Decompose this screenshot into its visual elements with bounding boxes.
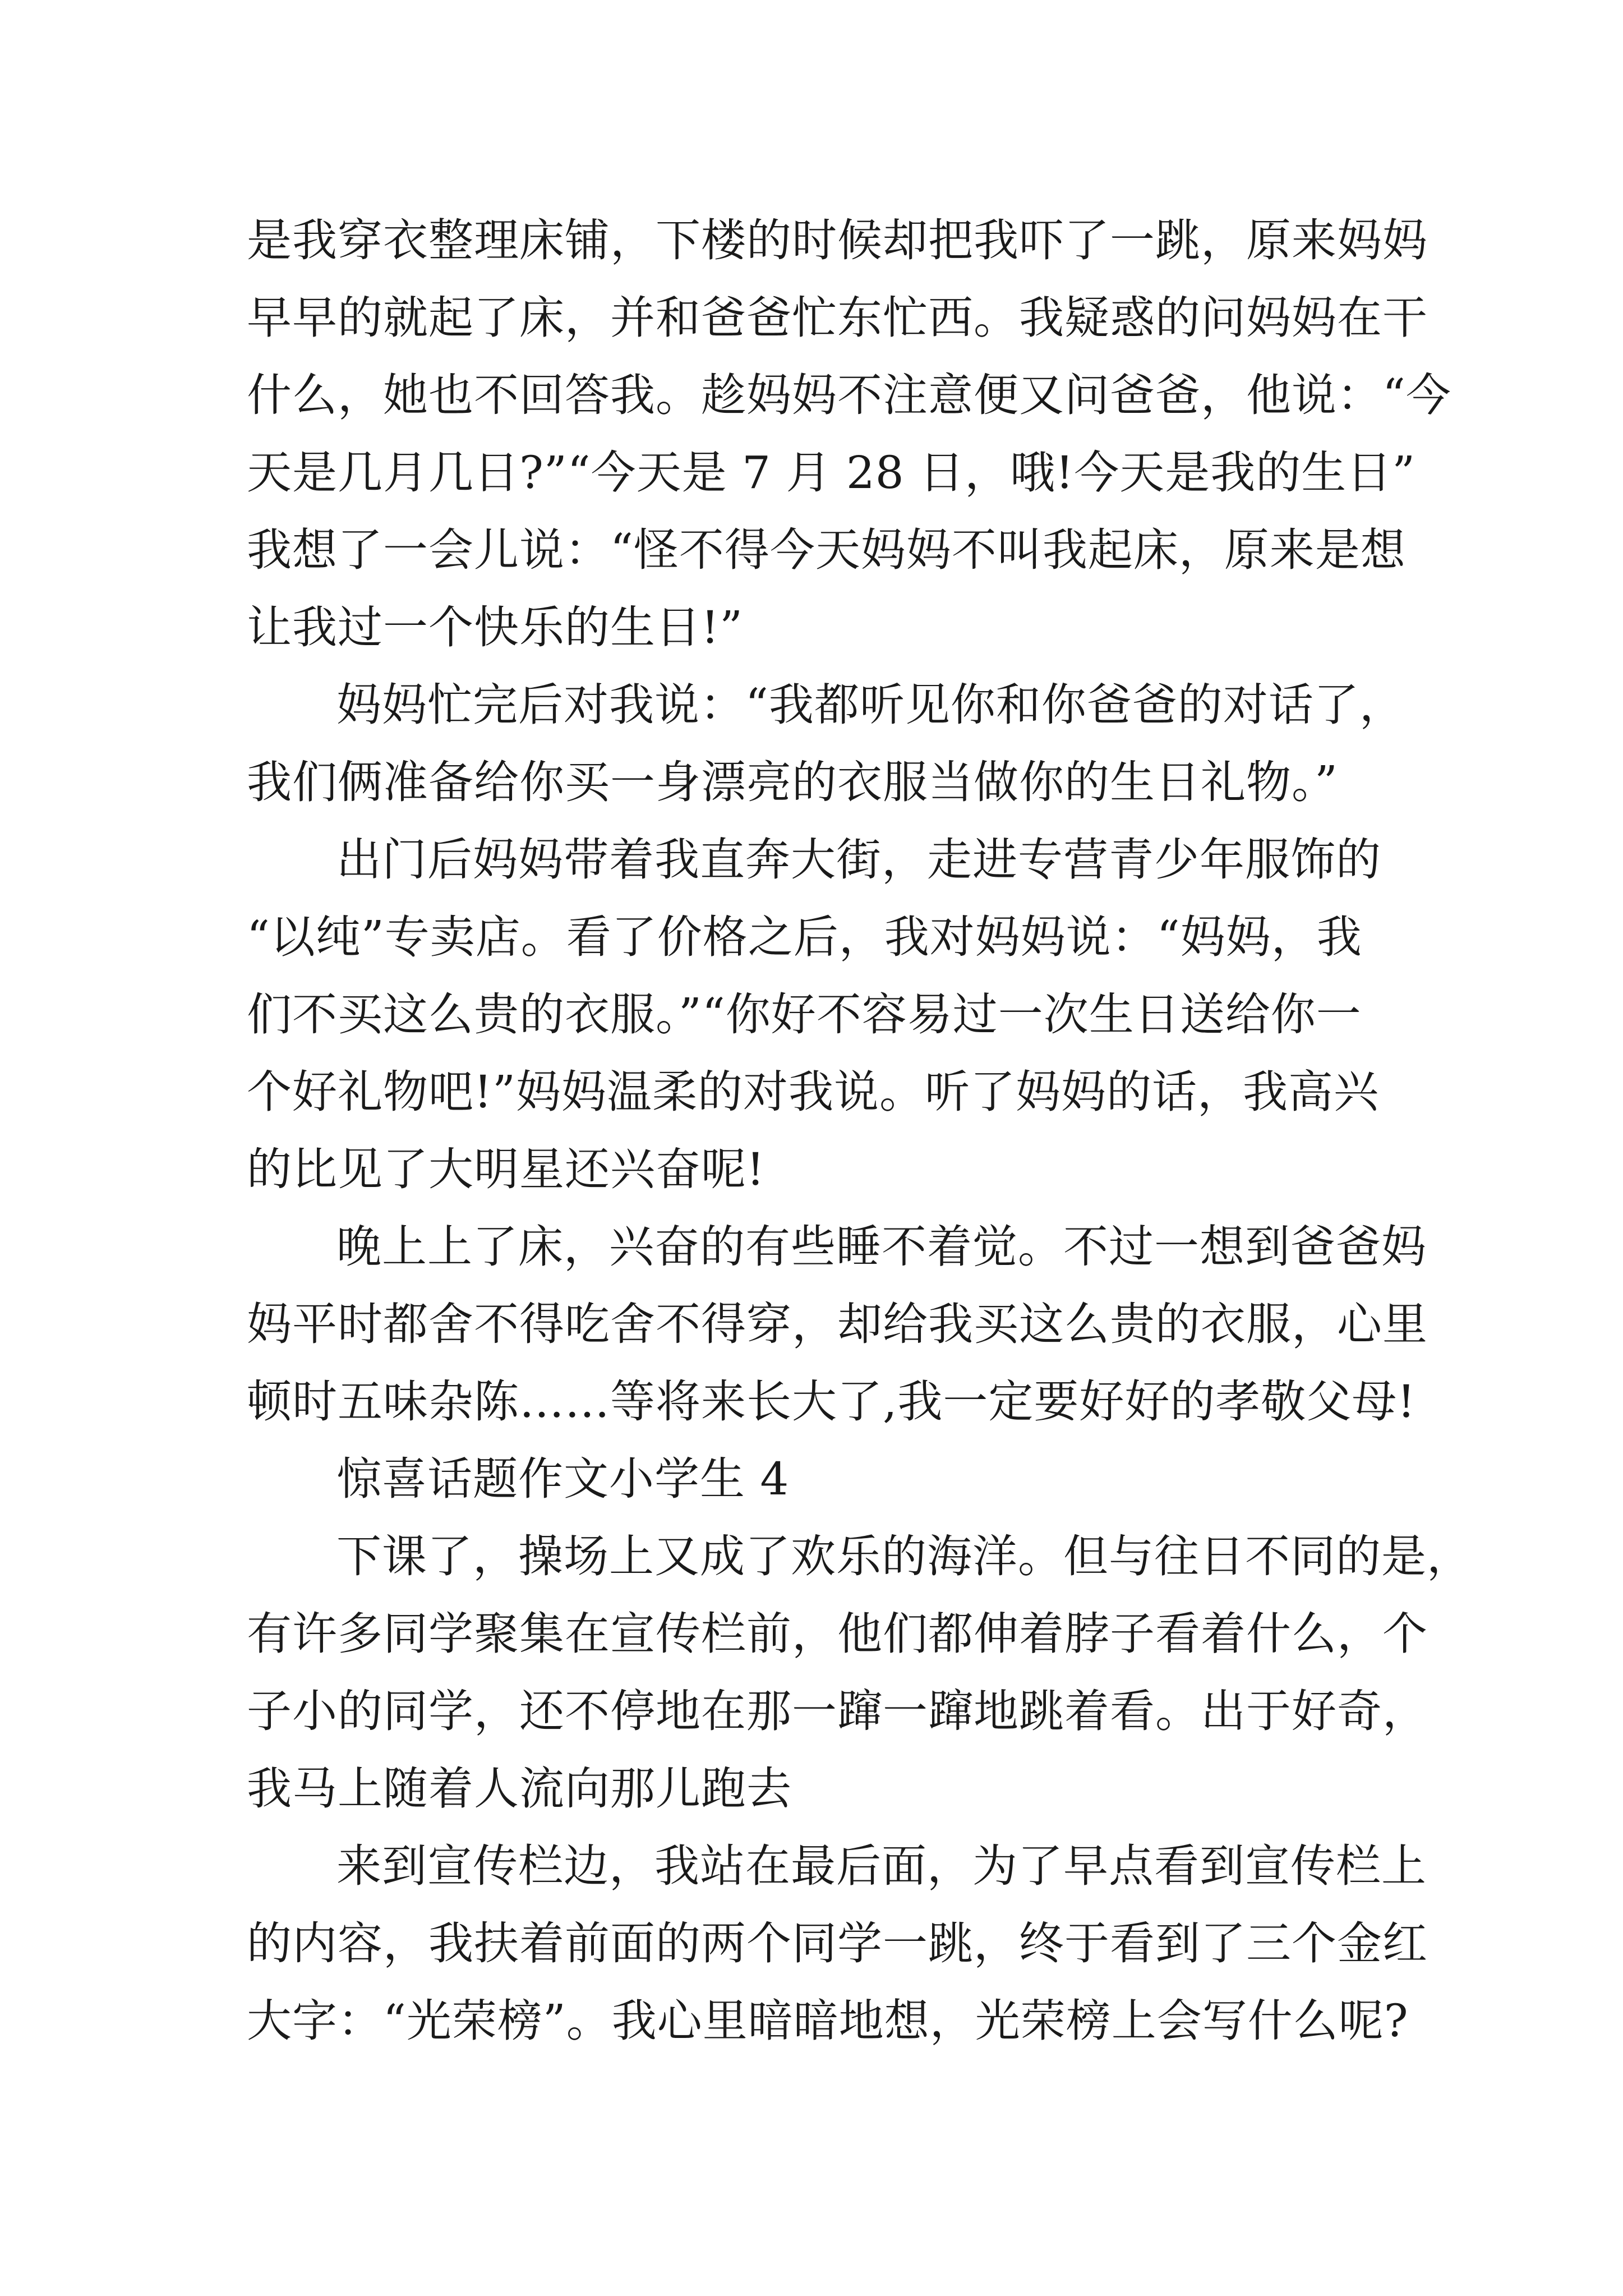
text-line: 我马上随着人流向那儿跑去: [247, 1763, 792, 1815]
text-line: 妈平时都舍不得吃舍不得穿，却给我买这么贵的衣服，心里: [247, 1298, 1428, 1350]
text-line: 我们俩准备给你买一身漂亮的衣服当做你的生日礼物。”: [247, 756, 1338, 808]
text-line: 有许多同学聚集在宣传栏前，他们都伸着脖子看着什么，个: [247, 1608, 1428, 1660]
text-line: 出门后妈妈带着我直奔大街，走进专营青少年服饰的: [336, 834, 1381, 886]
text-line: 顿时五味杂陈……等将来长大了,我一定要好好的孝敬父母!: [247, 1375, 1416, 1428]
text-line: 早早的就起了床，并和爸爸忙东忙西。我疑惑的问妈妈在干: [247, 292, 1428, 344]
text-line: 什么，她也不回答我。趁妈妈不注意便又问爸爸，他说：“今: [247, 369, 1451, 421]
text-line: 们不买这么贵的衣服。”“你好不容易过一次生日送给你一: [247, 988, 1362, 1041]
text-line: 是我穿衣整理床铺，下楼的时候却把我吓了一跳，原来妈妈: [247, 214, 1428, 266]
text-line: 天是几月几日?”“今天是 7 月 28 日，哦!今天是我的生日”: [247, 447, 1416, 499]
text-line: 子小的同学，还不停地在那一蹿一蹿地跳着看。出于好奇，: [247, 1685, 1428, 1737]
essay-body: [247, 202, 1472, 2060]
text-line: 让我过一个快乐的生日!”: [247, 601, 744, 654]
text-line: 个好礼物吧!”妈妈温柔的对我说。听了妈妈的话，我高兴: [247, 1066, 1380, 1118]
text-line: 的比见了大明星还兴奋呢!: [247, 1143, 766, 1195]
text-line: “以纯”专卖店。看了价格之后，我对妈妈说：“妈妈，我: [247, 911, 1362, 963]
text-line: 妈妈忙完后对我说：“我都听见你和你爸爸的对话了，: [336, 679, 1405, 731]
text-line: 晚上上了床，兴奋的有些睡不着觉。不过一想到爸爸妈: [336, 1221, 1427, 1273]
section-heading: 惊喜话题作文小学生 4: [336, 1453, 790, 1505]
text-line: 的内容，我扶着前面的两个同学一跳，终于看到了三个金红: [247, 1917, 1428, 1970]
text-line: 大字：“光荣榜”。我心里暗暗地想，光荣榜上会写什么呢?: [247, 1995, 1409, 2047]
text-line: 我想了一会儿说：“怪不得今天妈妈不叫我起床，原来是想: [247, 524, 1406, 576]
text-line: 来到宣传栏边，我站在最后面，为了早点看到宣传栏上: [336, 1840, 1427, 1892]
text-line: 下课了，操场上又成了欢乐的海洋。但与往日不同的是，: [336, 1530, 1472, 1582]
